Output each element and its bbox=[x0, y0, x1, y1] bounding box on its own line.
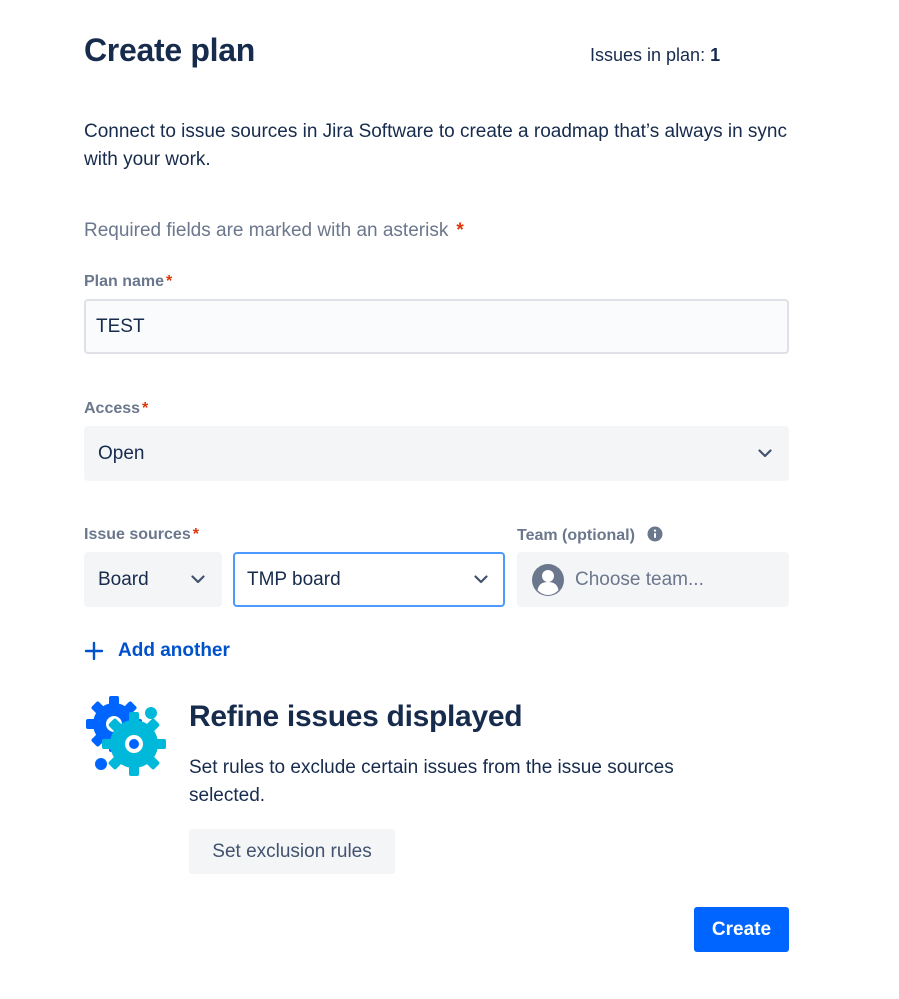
team-label-text: Team (optional) bbox=[517, 527, 635, 544]
plan-name-label-text: Plan name bbox=[84, 273, 165, 290]
required-fields-note bbox=[84, 220, 464, 242]
add-another-link[interactable] bbox=[84, 640, 230, 662]
access-label-text: Access bbox=[84, 400, 141, 417]
access-select-value: Open bbox=[98, 442, 145, 464]
team-label bbox=[517, 526, 663, 545]
issues-in-plan-label: Issues in plan: bbox=[590, 45, 706, 65]
team-select-placeholder: Choose team... bbox=[575, 568, 704, 590]
chevron-down-icon bbox=[471, 570, 491, 590]
avatar-icon bbox=[531, 563, 565, 597]
issue-source-type-value: Board bbox=[98, 568, 149, 590]
gears-icon bbox=[82, 694, 170, 778]
intro-text: Connect to issue sources in Jira Software to create a roadmap that’s always in sync with your work. bbox=[84, 121, 787, 170]
required-asterisk: * bbox=[456, 220, 464, 241]
issue-sources-label-text: Issue sources bbox=[84, 526, 191, 543]
add-another-label: Add another bbox=[118, 640, 230, 661]
create-button[interactable]: Create bbox=[694, 907, 789, 952]
access-required-asterisk: * bbox=[142, 400, 149, 417]
plan-name-label bbox=[84, 273, 172, 291]
refine-section-description: Set rules to exclude certain issues from the issue sources selected. bbox=[189, 757, 674, 806]
issue-source-type-select[interactable] bbox=[84, 552, 222, 607]
chevron-down-icon bbox=[755, 444, 775, 464]
issue-source-board-select[interactable] bbox=[233, 552, 505, 607]
team-select[interactable] bbox=[517, 552, 789, 607]
chevron-down-icon bbox=[188, 570, 208, 590]
issue-source-board-value: TMP board bbox=[247, 568, 341, 590]
required-note-text: Required fields are marked with an asterisk bbox=[84, 220, 449, 241]
issue-sources-required-asterisk: * bbox=[192, 526, 199, 543]
plan-name-input[interactable] bbox=[84, 299, 789, 354]
plan-name-required-asterisk: * bbox=[166, 273, 173, 290]
issue-sources-label bbox=[84, 526, 199, 544]
access-select[interactable] bbox=[84, 426, 789, 481]
info-icon[interactable] bbox=[647, 526, 663, 542]
page-title: Create plan bbox=[84, 32, 255, 68]
refine-section-title: Refine issues displayed bbox=[189, 700, 523, 733]
plus-icon bbox=[84, 641, 104, 661]
set-exclusion-rules-button[interactable]: Set exclusion rules bbox=[189, 829, 395, 874]
issues-in-plan-count: 1 bbox=[710, 45, 721, 65]
access-label bbox=[84, 400, 148, 418]
issues-in-plan-counter bbox=[590, 45, 720, 66]
